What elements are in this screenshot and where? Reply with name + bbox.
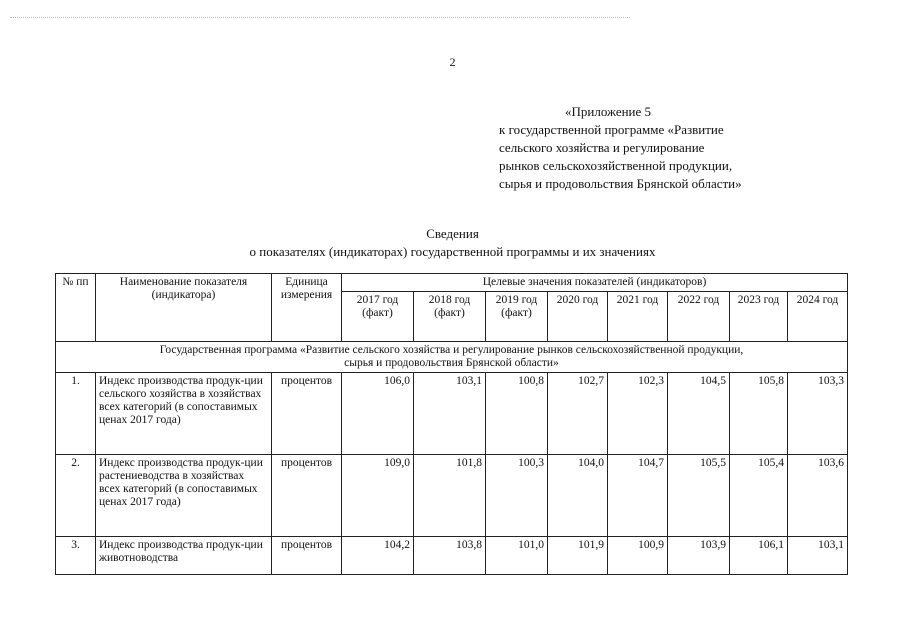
row-value: 103,1 (788, 537, 848, 575)
row-value: 101,0 (486, 537, 548, 575)
row-value: 101,9 (548, 537, 608, 575)
header-row (56, 274, 848, 292)
row-value: 101,8 (414, 455, 486, 537)
heading-title: Сведения (426, 226, 479, 241)
row-value: 105,5 (668, 455, 730, 537)
document-heading (0, 225, 905, 261)
row-value: 100,9 (608, 537, 668, 575)
row-name: Индекс производства продук-ции сельского хозяйства в хозяйствах всех категорий (в сопоставимых ценах 2017 года) (96, 373, 272, 455)
program-title: Государственная программа «Развитие сельского хозяйства и регулирование рынков сельскохозяйственной продукции, сырья и продовольствия Брянской области» (56, 342, 848, 373)
row-value: 102,7 (548, 373, 608, 455)
header-unit: Единица измерения (272, 274, 342, 342)
row-value: 103,1 (414, 373, 486, 455)
header-name: Наименование показателя (индикатора) (96, 274, 272, 342)
row-num: 2. (56, 455, 96, 537)
table-row (56, 455, 848, 537)
row-value: 104,2 (342, 537, 414, 575)
row-value: 100,3 (486, 455, 548, 537)
row-value: 109,0 (342, 455, 414, 537)
row-value: 103,9 (668, 537, 730, 575)
row-value: 104,0 (548, 455, 608, 537)
row-value: 103,3 (788, 373, 848, 455)
header-year: 2019 год (факт) (486, 292, 548, 342)
header-year: 2024 год (788, 292, 848, 342)
row-value: 103,6 (788, 455, 848, 537)
header-year: 2021 год (608, 292, 668, 342)
header-year: 2018 год (факт) (414, 292, 486, 342)
row-name: Индекс производства продук-ции растениеводства в хозяйствах всех категорий (в сопоставимых ценах 2017 года) (96, 455, 272, 537)
row-value: 106,1 (730, 537, 788, 575)
row-value: 104,5 (668, 373, 730, 455)
appendix-line: рынков сельскохозяйственной продукции, (499, 158, 733, 173)
row-name: Индекс производства продук-ции животноводства (96, 537, 272, 575)
header-num: № пп (56, 274, 96, 342)
row-value: 106,0 (342, 373, 414, 455)
header-year: 2017 год (факт) (342, 292, 414, 342)
row-value: 102,3 (608, 373, 668, 455)
row-num: 3. (56, 537, 96, 575)
row-value: 105,4 (730, 455, 788, 537)
appendix-line: «Приложение 5 (565, 104, 652, 119)
row-unit: процентов (272, 373, 342, 455)
program-row (56, 342, 848, 373)
header-year: 2023 год (730, 292, 788, 342)
row-unit: процентов (272, 455, 342, 537)
row-value: 100,8 (486, 373, 548, 455)
appendix-line: сельского хозяйства и регулирование (499, 140, 705, 155)
indicators-table (55, 273, 848, 575)
appendix-line: к государственной программе «Развитие (499, 122, 724, 137)
row-value: 103,8 (414, 537, 486, 575)
header-year: 2020 год (548, 292, 608, 342)
table-row (56, 537, 848, 575)
row-num: 1. (56, 373, 96, 455)
heading-subtitle: о показателях (индикаторах) государственной программы и их значениях (249, 244, 656, 259)
header-targets: Целевые значения показателей (индикаторов) (342, 274, 848, 292)
row-unit: процентов (272, 537, 342, 575)
row-value: 105,8 (730, 373, 788, 455)
row-value: 104,7 (608, 455, 668, 537)
appendix-block (499, 103, 742, 193)
scan-artifact-dots (10, 17, 630, 19)
appendix-line: сырья и продовольствия Брянской области» (499, 176, 742, 191)
header-year: 2022 год (668, 292, 730, 342)
table-row (56, 373, 848, 455)
page-number: 2 (449, 55, 456, 69)
